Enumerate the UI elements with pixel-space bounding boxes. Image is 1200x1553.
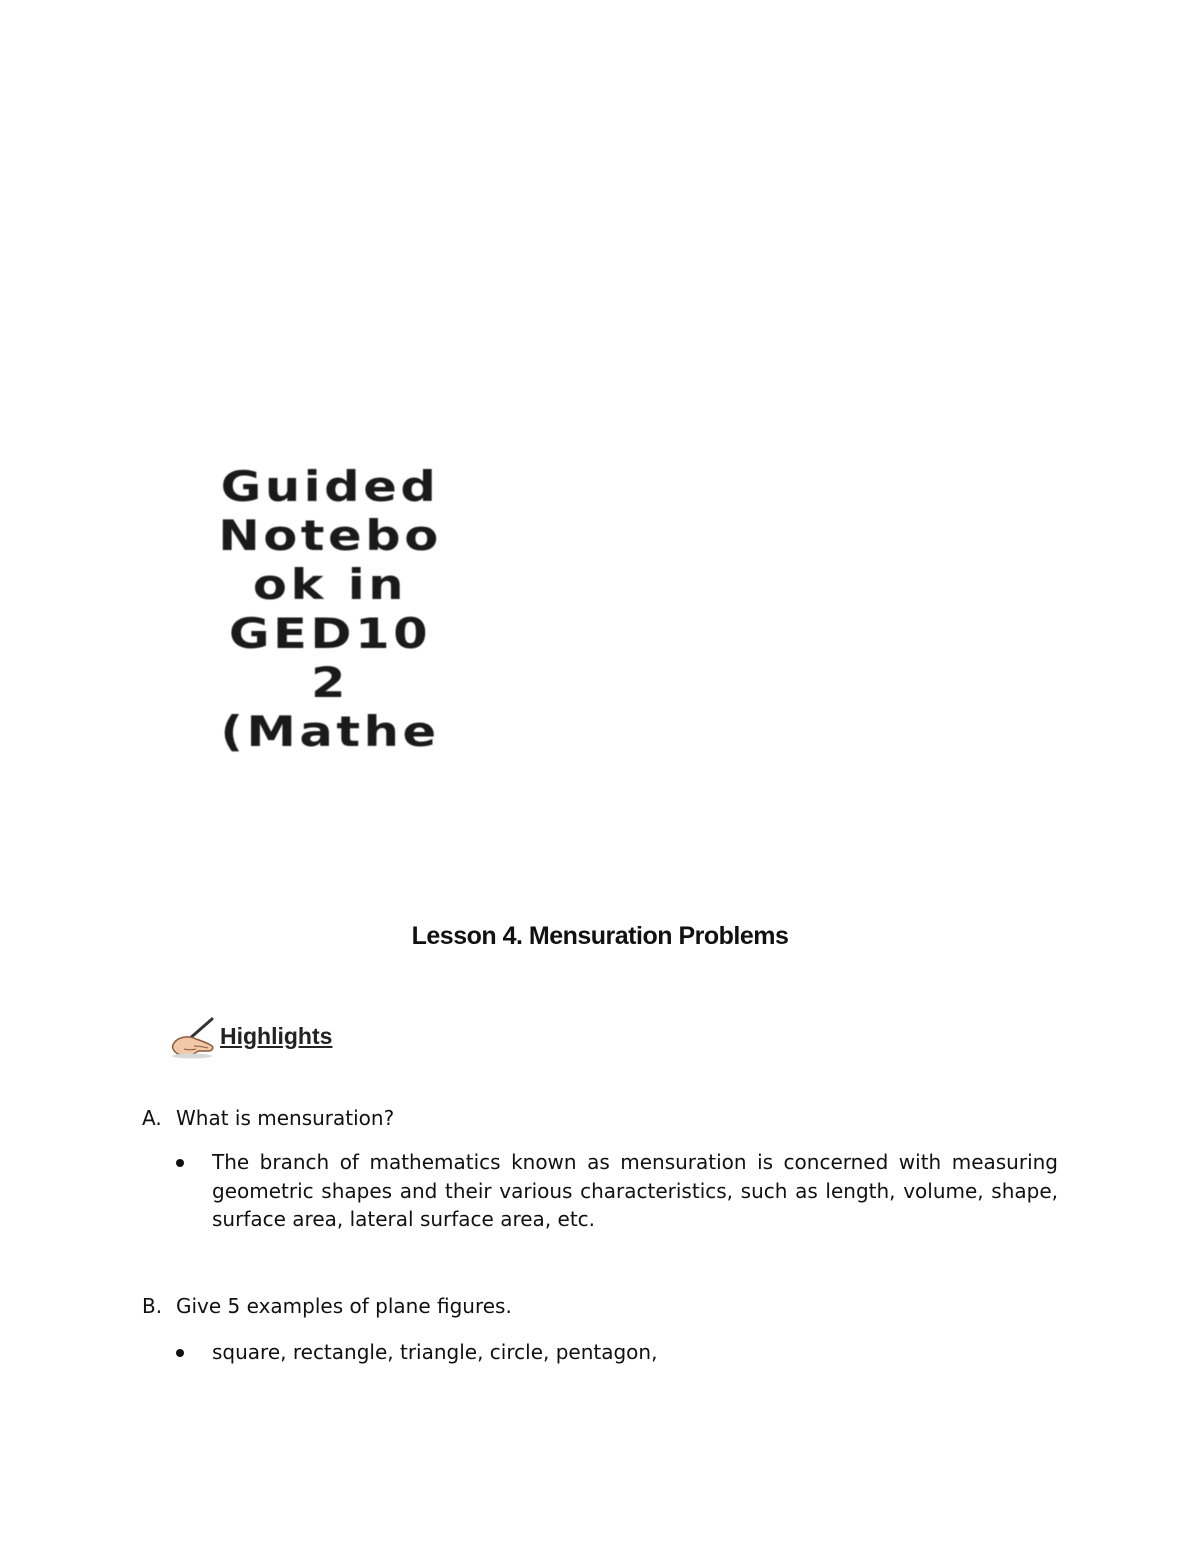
- question-marker: B.: [142, 1294, 163, 1318]
- question-marker: A.: [142, 1106, 162, 1130]
- cover-title-line: ok in: [252, 560, 408, 609]
- highlights-label: Highlights: [220, 1022, 333, 1049]
- cover-title-image: [200, 462, 460, 756]
- cover-title-line: 2: [310, 658, 350, 707]
- cover-title-line: Guided: [220, 462, 440, 511]
- cover-title-line: (Mathe: [220, 707, 440, 756]
- bullet-icon: [176, 1159, 184, 1167]
- lesson-title: Lesson 4. Mensuration Problems: [411, 922, 789, 950]
- question-text: Give 5 examples of plane figures.: [176, 1294, 512, 1318]
- highlights-heading: [168, 1012, 332, 1060]
- answer-bullet: [176, 1148, 1058, 1234]
- answer-text: The branch of mathematics known as mensuration is concerned with measuring geometric shapes and their various characteristics, such as length, volume, shape, surface area, lateral surface area, etc.: [212, 1150, 1058, 1231]
- bullet-icon: [176, 1349, 184, 1357]
- answer-text: square, rectangle, triangle, circle, pentagon,: [212, 1340, 658, 1364]
- question-item: [142, 1106, 394, 1130]
- cover-title-line: GED10: [228, 609, 432, 658]
- writing-hand-icon: [168, 1013, 218, 1059]
- cover-title-line: Notebo: [218, 511, 442, 560]
- question-text: What is mensuration?: [176, 1106, 395, 1130]
- question-item: [142, 1294, 512, 1318]
- answer-bullet: [176, 1338, 1058, 1367]
